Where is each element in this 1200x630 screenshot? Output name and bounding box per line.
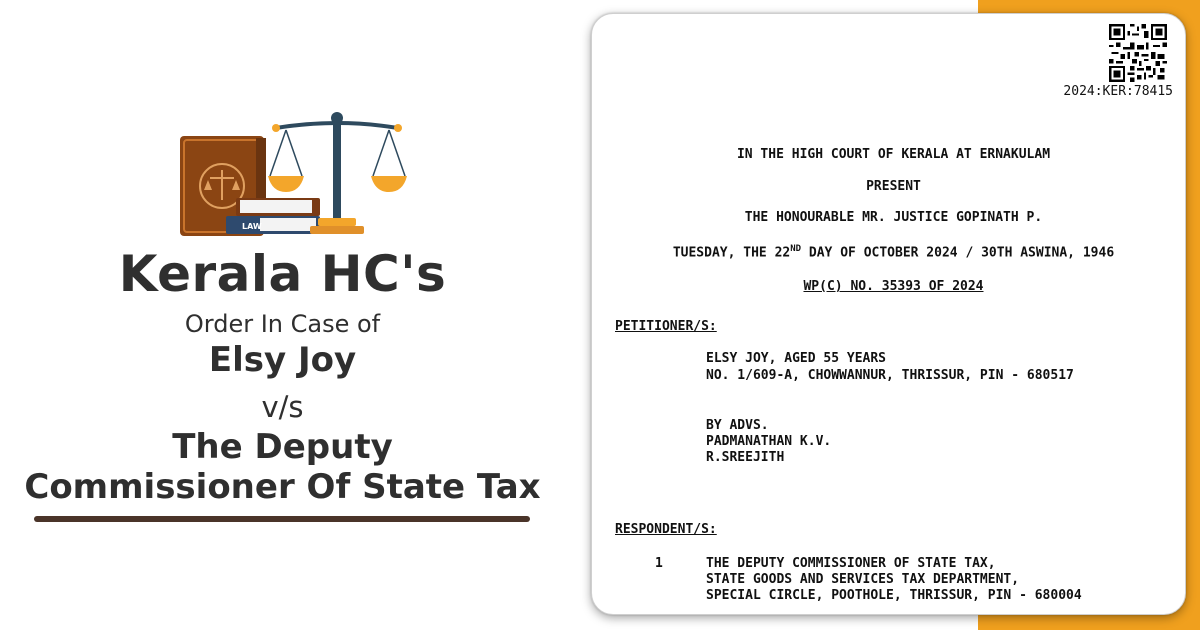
advocates-heading: BY ADVS. <box>706 418 769 433</box>
law-book-label: LAW <box>242 222 262 231</box>
respondent-name-line1: The Deputy <box>172 427 393 467</box>
headline-panel <box>0 0 570 630</box>
court-order-document <box>591 13 1186 615</box>
petitioner-heading: PETITIONER/S: <box>615 319 717 334</box>
present-label: PRESENT <box>866 179 921 194</box>
law-books-scales-of-justice-icon <box>178 108 408 238</box>
respondent-name-line2: Commissioner Of State Tax <box>24 467 541 507</box>
headline-title: Kerala HC's <box>118 245 447 303</box>
respondent-heading: RESPONDENT/S: <box>615 522 717 537</box>
advocate-2: R.SREEJITH <box>706 450 785 465</box>
petitioner-line2: NO. 1/609-A, CHOWWANNUR, THRISSUR, PIN - 680517 <box>706 368 1074 383</box>
case-number: WP(C) NO. 35393 OF 2024 <box>803 279 984 294</box>
versus-label: v/s <box>261 390 304 424</box>
respondent-number: 1 <box>655 556 663 571</box>
headline-underline <box>34 516 530 522</box>
respondent-line1: THE DEPUTY COMMISSIONER OF STATE TAX, <box>706 556 996 571</box>
respondent-line2: STATE GOODS AND SERVICES TAX DEPARTMENT, <box>706 572 1020 587</box>
advocate-1: PADMANATHAN K.V. <box>706 434 832 449</box>
petitioner-name: Elsy Joy <box>208 340 357 380</box>
order-date: TUESDAY, THE 22ND DAY OF OCTOBER 2024 / 30TH ASWINA, 1946 <box>672 244 1115 261</box>
court-name: IN THE HIGH COURT OF KERALA AT ERNAKULAM <box>736 147 1051 162</box>
judge-name: THE HONOURABLE MR. JUSTICE GOPINATH P. <box>744 210 1043 225</box>
neutral-citation: 2024:KER:78415 <box>1063 84 1173 99</box>
qr-code-icon <box>1109 24 1167 82</box>
respondent-line3: SPECIAL CIRCLE, POOTHOLE, THRISSUR, PIN - 680004 <box>706 588 1082 603</box>
headline-subtitle: Order In Case of <box>184 310 381 338</box>
petitioner-line1: ELSY JOY, AGED 55 YEARS <box>706 351 887 366</box>
